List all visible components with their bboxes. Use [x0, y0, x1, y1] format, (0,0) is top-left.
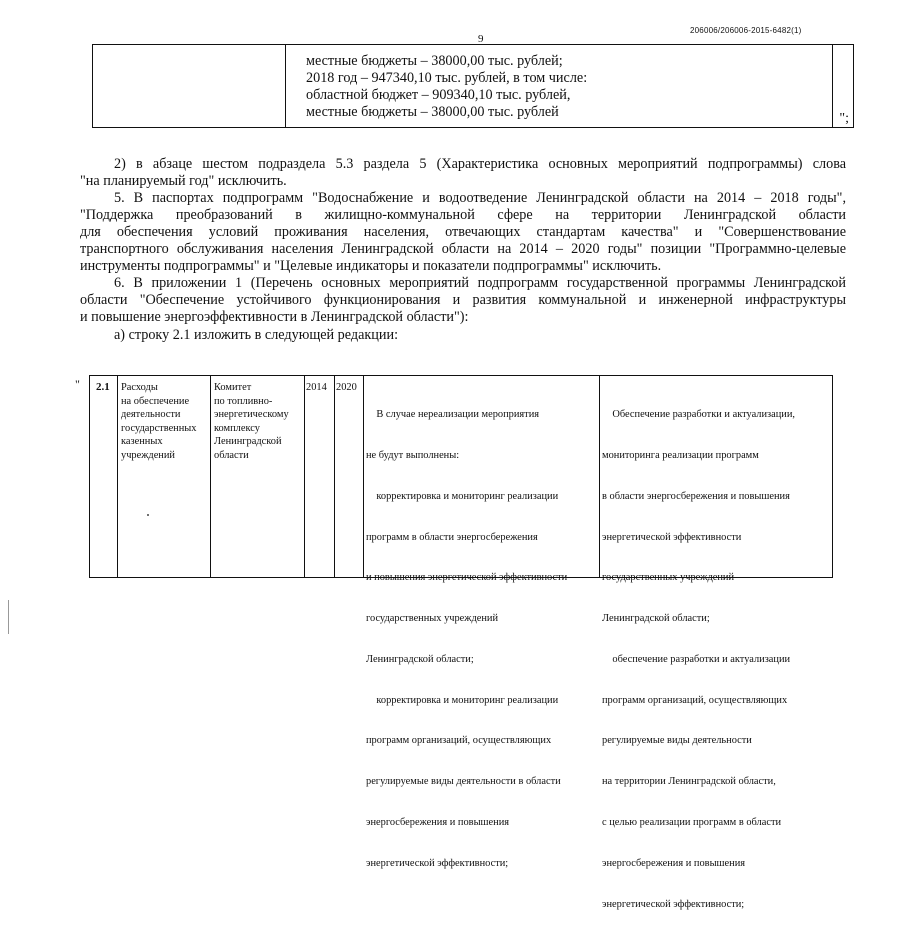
result-cell — [602, 381, 830, 938]
program-row-table — [89, 375, 833, 910]
cell-line: учреждений — [121, 449, 175, 461]
cell-line: программ организаций, осуществляющих — [602, 694, 788, 706]
budget-line: местные бюджеты – 38000,00 тыс. рублей; — [306, 53, 563, 69]
document-id: 206006/206006-2015-6482(1) — [690, 26, 802, 35]
year-start-cell: 2014 — [306, 382, 327, 393]
cell-line: и повышения энергетической эффективности — [366, 572, 568, 584]
budget-table-fragment — [92, 44, 854, 128]
cell-line: энергосбережения и повышения — [366, 817, 510, 828]
cell-line: В случае нереализации мероприятия — [366, 409, 540, 421]
consequence-cell — [366, 381, 598, 898]
cell-line: Ленинградской — [214, 436, 282, 448]
cell-line: энергетическому — [214, 409, 289, 421]
cell-line: государственных учреждений — [602, 572, 735, 584]
cell-line: регулируемые виды деятельности — [602, 735, 752, 747]
paragraph-line: "на планируемый год" исключить. — [80, 173, 287, 189]
cell-line: энергосбережения и повышения — [602, 857, 746, 869]
row-number: 2.1 — [96, 381, 110, 393]
page-number: 9 — [478, 33, 484, 45]
paragraph-2 — [80, 156, 846, 190]
paragraph-line: области "Обеспечение устойчивого функционирования и развития коммунальной и инженерной инфраструктуры — [80, 292, 846, 308]
cell-line: обеспечение разработки и актуализации — [602, 653, 791, 665]
column-divider — [210, 376, 211, 577]
table-column-divider — [285, 45, 286, 127]
paragraph-line — [80, 190, 846, 207]
cell-line: мониторинга реализации программ — [602, 449, 759, 461]
cell-line: энергетической эффективности; — [366, 857, 509, 869]
paragraph-line — [80, 275, 846, 292]
cell-line: Расходы — [121, 382, 158, 393]
cell-line: программ в области энергосбережения — [366, 531, 538, 543]
scan-speck — [147, 514, 149, 516]
column-divider — [304, 376, 305, 577]
budget-line: областной бюджет – 909340,10 тыс. рублей, — [306, 87, 571, 103]
year-end-cell: 2020 — [336, 382, 357, 393]
cell-line: на обеспечение — [121, 395, 190, 407]
paragraph-line: транспортного обслуживания населения Ленинградской области на 2014 – 2020 годы" позиции "Программно-целевые — [80, 241, 846, 257]
cell-line: регулируемые виды деятельности в области — [366, 776, 561, 788]
cell-line: энергетической эффективности — [602, 531, 742, 543]
cell-line: корректировка и мониторинг реализации — [366, 694, 559, 706]
cell-line: в области энергосбережения и повышения — [602, 490, 790, 502]
measure-name-cell — [121, 381, 209, 463]
cell-line: не будут выполнены: — [366, 449, 460, 461]
cell-line: области — [214, 449, 249, 461]
paragraph-6 — [80, 275, 846, 326]
cell-line: Обеспечение разработки и актуализации, — [602, 409, 796, 421]
paragraph-text: а) строку 2.1 изложить в следующей редакции: — [114, 327, 399, 343]
column-divider — [334, 376, 335, 577]
paragraph-line — [80, 327, 846, 344]
paragraph-5 — [80, 190, 846, 275]
paragraph-line: инструменты подпрограммы" и "Целевые индикаторы и показатели подпрограммы" исключить. — [80, 258, 662, 274]
cell-line: государственных — [121, 422, 197, 434]
paragraph-line: и повышение энергоэффективности в Ленинградской области"): — [80, 309, 469, 325]
closing-quote-mark: "; — [839, 111, 849, 126]
cell-line: государственных учреждений — [366, 613, 499, 625]
cell-line: Ленинградской области; — [602, 613, 710, 625]
paragraph-line: для обеспечения условий проживания населения, отвечающих стандартам качества" и "Совершенствование — [80, 224, 846, 240]
executor-cell — [214, 381, 304, 463]
column-divider — [363, 376, 364, 577]
cell-line: на территории Ленинградской области, — [602, 776, 776, 788]
budget-line: 2018 год – 947340,10 тыс. рублей, в том числе: — [306, 70, 588, 86]
cell-line: с целью реализации программ в области — [602, 817, 782, 828]
cell-line: деятельности — [121, 409, 181, 421]
paragraph-line — [80, 156, 846, 173]
cell-line: комплексу — [214, 422, 260, 434]
cell-line: по топливно- — [214, 395, 273, 407]
paragraph-text: 2) в абзаце шестом подраздела 5.3 раздела 5 (Характеристика основных мероприятий подпрограммы) слова — [114, 156, 846, 172]
cell-line: энергетической эффективности; — [602, 898, 745, 910]
cell-line: корректировка и мониторинг реализации — [366, 490, 559, 502]
paragraph-a — [80, 327, 846, 344]
scan-margin-mark — [8, 600, 9, 634]
paragraph-text: 6. В приложении 1 (Перечень основных мероприятий подпрограмм государственной программы Ленинградской — [114, 275, 846, 291]
column-divider — [599, 376, 600, 577]
cell-line: казенных — [121, 436, 163, 448]
cell-line: программ организаций, осуществляющих — [366, 735, 552, 747]
paragraph-text: 5. В паспортах подпрограмм "Водоснабжение и водоотведение Ленинградской области на 2014 – 2018 годы", — [114, 190, 846, 206]
cell-line: Ленинградской области; — [366, 653, 474, 665]
cell-line: Комитет — [214, 382, 252, 393]
paragraph-line: "Поддержка преобразований в жилищно-коммунальной сфере на территории Ленинградской области — [80, 207, 846, 223]
opening-quote-mark: " — [75, 377, 80, 391]
table-column-divider-right — [832, 45, 833, 127]
column-divider — [117, 376, 118, 577]
budget-cell — [306, 53, 826, 121]
budget-line: местные бюджеты – 38000,00 тыс. рублей — [306, 104, 559, 120]
